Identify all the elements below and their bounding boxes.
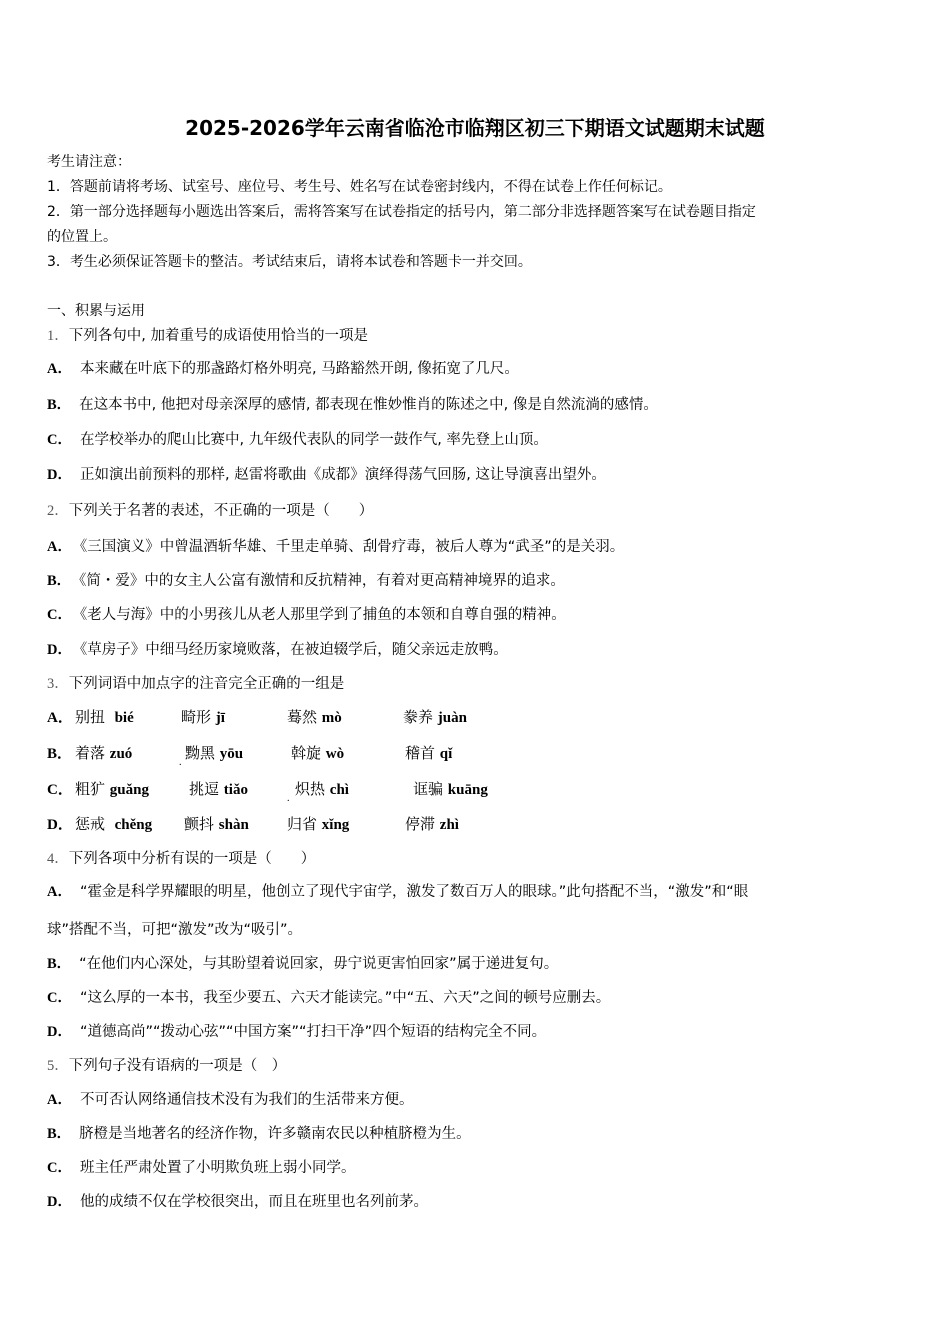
page-title: 2025-2026学年云南省临沧市临翔区初三下期语文试题期末试题 xyxy=(185,116,765,140)
option-text: 不可否认网络通信技术没有为我们的生活带来方便。 xyxy=(79,1092,414,1108)
pinyin-item: 稽首 qǐ xyxy=(405,744,453,762)
question-3-option-b xyxy=(47,743,567,768)
option-text: 《三国演义》中曾温酒斩华雄、千里走单骑、刮骨疗毒，被后人尊为“武圣”的是关羽。 xyxy=(79,539,625,555)
question-text: 下列词语中加点字的注音完全正确的一组是 xyxy=(68,676,345,692)
question-1-stem xyxy=(47,326,368,346)
question-1-option-b xyxy=(47,395,658,415)
question-5-option-d xyxy=(47,1192,428,1212)
notice-item-3: 3．考生必须保证答题卡的整洁。考试结束后，请将本试卷和答题卡一并交回。 xyxy=(47,254,532,270)
question-4-stem xyxy=(47,849,315,869)
pinyin-item: 挑逗 tiǎo xyxy=(189,780,248,798)
option-text: “在他们内心深处，与其盼望着说回家，毋宁说更害怕回家”属于递进复句。 xyxy=(79,956,559,972)
option-text: 《简・爱》中的女主人公富有激情和反抗精神，有着对更高精神境界的追求。 xyxy=(79,573,565,589)
pinyin-item: 停滞 zhì xyxy=(405,815,459,833)
option-letter: B． xyxy=(47,397,72,413)
option-text: “霍金是科学界耀眼的明星，他创立了现代宇宙学，激发了数百万人的眼球。”此句搭配不当，“激发”和“眼 xyxy=(79,884,749,900)
option-letter: D． xyxy=(47,1194,72,1210)
pinyin-item: 粗犷 guǎng xyxy=(75,780,149,798)
option-letter: C． xyxy=(47,782,73,798)
question-3-option-a xyxy=(47,707,567,727)
option-letter: A． xyxy=(47,1092,72,1108)
option-letter: A． xyxy=(47,710,73,726)
question-text: 下列句子没有语病的一项是（ ） xyxy=(68,1058,287,1074)
option-text: 在这本书中, 他把对母亲深厚的感情, 都表现在惟妙惟肖的陈述之中, 像是自然流淌的感情。 xyxy=(79,397,658,413)
notice-heading: 考生请注意： xyxy=(47,154,131,170)
option-letter: B． xyxy=(47,746,73,762)
question-number: 5． xyxy=(47,1058,69,1074)
question-2-option-a xyxy=(47,537,624,557)
option-letter: D． xyxy=(47,467,72,483)
question-text: 下列各项中分析有误的一项是（ ） xyxy=(68,851,316,867)
question-3-option-c xyxy=(47,779,567,804)
question-2-option-c xyxy=(47,605,566,625)
notice-item-1: 1．答题前请将考场、试室号、座位号、考生号、姓名写在试卷密封线内，不得在试卷上作任何标记。 xyxy=(47,179,672,195)
option-letter: A． xyxy=(47,361,72,377)
option-text: “这么厚的一本书，我至少要五、六天才能读完。”中“五、六天”之间的顿号应删去。 xyxy=(79,990,611,1006)
question-4-option-c xyxy=(47,988,610,1008)
pinyin-item: 惩戒 chěng xyxy=(75,815,153,833)
pinyin-item: 别扭 bié xyxy=(75,708,134,726)
option-letter: C． xyxy=(47,1160,72,1176)
pinyin-item: 着落 zuó xyxy=(75,744,133,762)
notice-item-2-cont: 的位置上。 xyxy=(47,229,117,245)
section-heading: 一、积累与运用 xyxy=(47,303,145,319)
option-letter: A． xyxy=(47,884,72,900)
option-letter: D． xyxy=(47,1024,72,1040)
question-4-option-a-cont: 球”搭配不当，可把“激发”改为“吸引”。 xyxy=(47,922,303,938)
emphasis-dot: . xyxy=(287,793,290,804)
option-text: 在学校举办的爬山比赛中, 九年级代表队的同学一鼓作气, 率先登上山顶。 xyxy=(79,432,548,448)
question-5-option-b xyxy=(47,1124,471,1144)
pinyin-item: 炽热 chì xyxy=(295,780,349,798)
question-4-option-a xyxy=(47,882,748,902)
option-text: 《草房子》中细马经历家境败落，在被迫辍学后，随父亲远走放鸭。 xyxy=(79,642,508,658)
option-text: “道德高尚”“拨动心弦”“中国方案”“打扫干净”四个短语的结构完全不同。 xyxy=(79,1024,547,1040)
emphasis-dot: . xyxy=(179,757,182,768)
question-5-option-a xyxy=(47,1090,413,1110)
question-1-option-c xyxy=(47,430,548,450)
question-4-option-d xyxy=(47,1022,546,1042)
option-text: 脐橙是当地著名的经济作物，许多赣南农民以种植脐橙为生。 xyxy=(79,1126,471,1142)
option-letter: B． xyxy=(47,573,72,589)
option-letter: D． xyxy=(47,817,73,833)
pinyin-item: 颤抖 shàn xyxy=(184,815,249,833)
notice-item-2: 2．第一部分选择题每小题选出答案后，需将答案写在试卷指定的括号内，第二部分非选择题答案写在试卷题目指定 xyxy=(47,204,756,220)
question-3-stem xyxy=(47,674,344,694)
question-2-option-b xyxy=(47,571,565,591)
option-letter: A． xyxy=(47,539,72,555)
question-5-option-c xyxy=(47,1158,355,1178)
pinyin-item: 蓦然 mò xyxy=(287,708,342,726)
option-text: 班主任严肃处置了小明欺负班上弱小同学。 xyxy=(79,1160,356,1176)
option-letter: C． xyxy=(47,432,72,448)
pinyin-item: 归省 xǐng xyxy=(287,815,350,833)
question-5-stem xyxy=(47,1056,286,1076)
option-text: 本来藏在叶底下的那盏路灯格外明亮, 马路豁然开朗, 像拓宽了几尺。 xyxy=(79,361,519,377)
question-text: 下列各句中, 加着重号的成语使用恰当的一项是 xyxy=(68,328,368,344)
pinyin-item: 斡旋 wò xyxy=(291,744,345,762)
question-text: 下列关于名著的表述，不正确的一项是（ ） xyxy=(68,503,374,519)
option-text: 《老人与海》中的小男孩儿从老人那里学到了捕鱼的本领和自尊自强的精神。 xyxy=(79,607,566,623)
pinyin-item: 黝黑 yōu xyxy=(185,744,244,762)
question-number: 3． xyxy=(47,676,69,692)
option-letter: D． xyxy=(47,642,72,658)
option-text: 他的成绩不仅在学校很突出，而且在班里也名列前茅。 xyxy=(79,1194,428,1210)
question-1-option-d xyxy=(47,465,606,485)
question-number: 4． xyxy=(47,851,69,867)
question-3-option-d xyxy=(47,814,567,834)
pinyin-item: 畸形 jī xyxy=(181,708,225,726)
option-letter: C． xyxy=(47,990,72,1006)
option-letter: B． xyxy=(47,1126,72,1142)
question-1-option-a xyxy=(47,359,519,379)
question-number: 1． xyxy=(47,328,69,344)
question-number: 2． xyxy=(47,503,69,519)
option-letter: C． xyxy=(47,607,72,623)
option-text: 正如演出前预料的那样, 赵雷将歌曲《成都》演绎得荡气回肠, 这让导演喜出望外。 xyxy=(79,467,606,483)
pinyin-item: 诓骗 kuāng xyxy=(413,780,488,798)
pinyin-item: 豢养 juàn xyxy=(403,708,467,726)
question-2-option-d xyxy=(47,640,508,660)
option-letter: B． xyxy=(47,956,72,972)
question-2-stem xyxy=(47,501,373,521)
question-4-option-b xyxy=(47,954,558,974)
